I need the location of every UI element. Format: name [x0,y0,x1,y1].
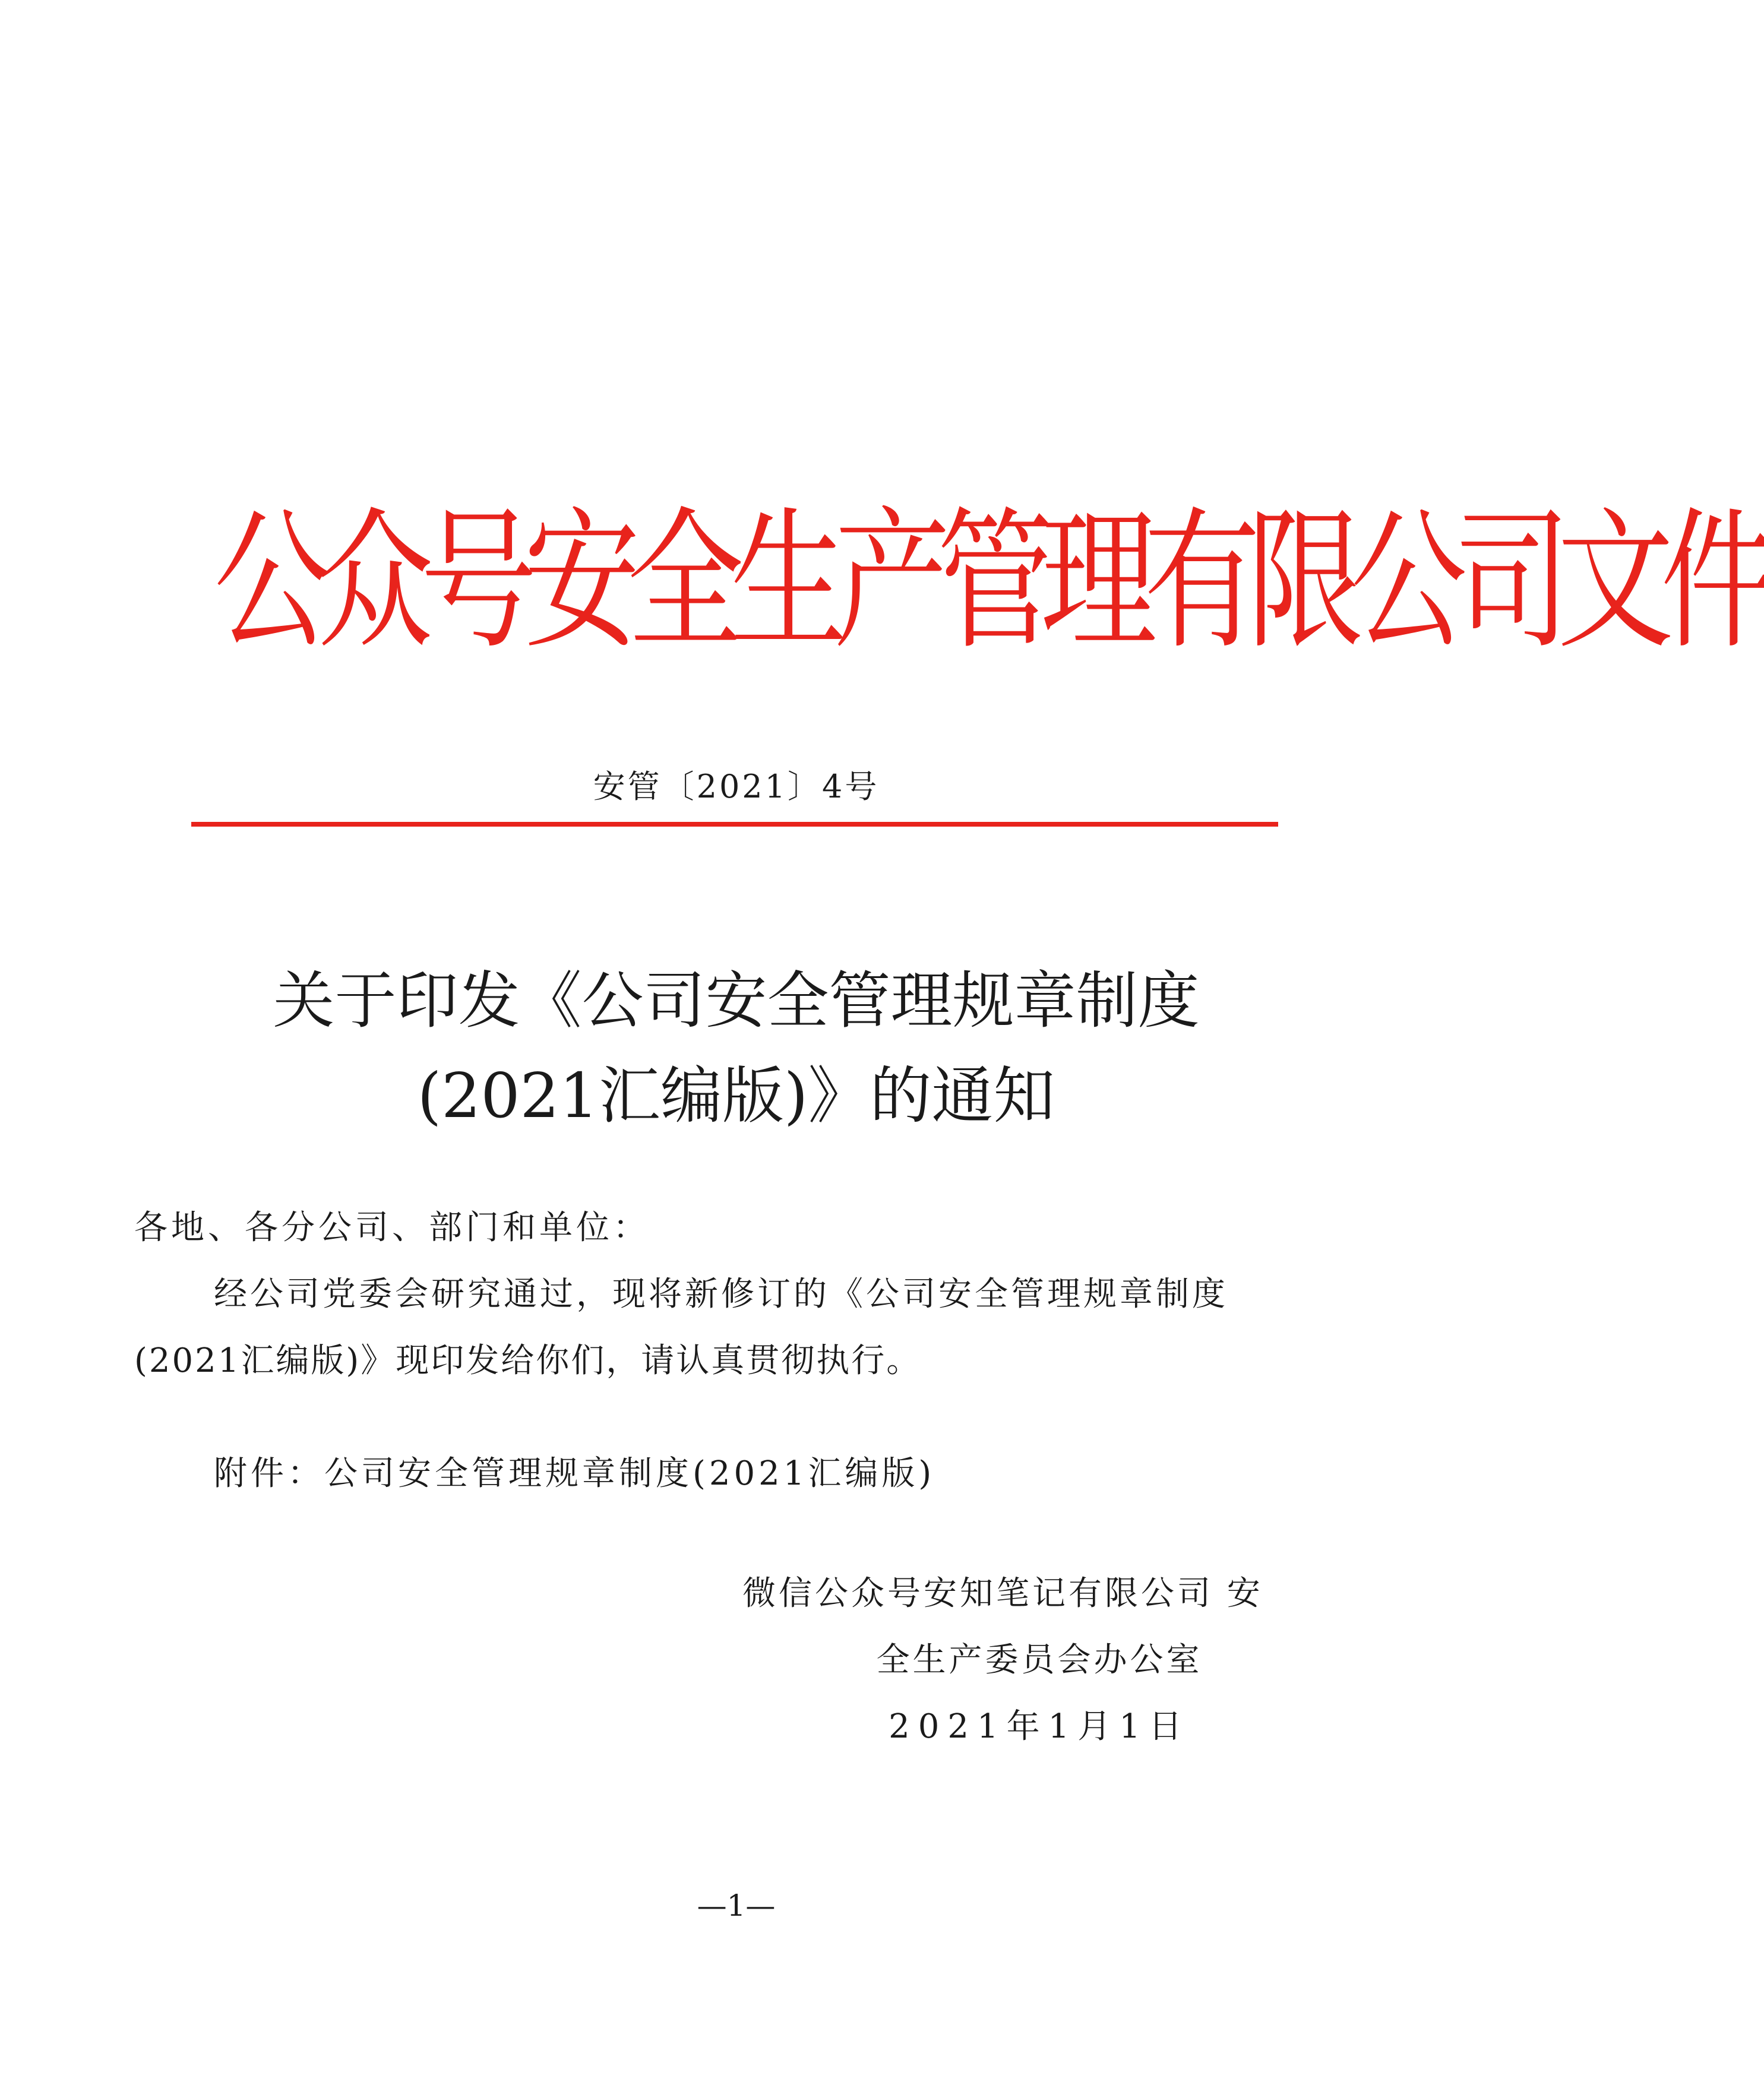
signature-issuer-line-1: 微信公众号安知笔记有限公司 安 [742,1574,1263,1613]
notice-title-line-2: (2021汇编版)》的通知 [417,1059,1055,1132]
notice-title [0,953,1472,1143]
body-paragraph-line-1: 经公司党委会研究通过，现将新修订的《公司安全管理规章制度 [214,1275,1228,1314]
page-number: —1— [697,1888,776,1923]
salutation: 各地、各分公司、部门和单位： [134,1208,650,1247]
attachment-line: 附件：公司安全管理规章制度(2021汇编版) [214,1454,935,1493]
signature-block [742,1561,1336,1760]
red-divider-line [191,822,1278,827]
body-paragraph-line-2: (2021汇编版)》现印发给你们，请认真贯彻执行。 [134,1341,922,1380]
signature-issuer-line-2: 全生产委员会办公室 [876,1641,1203,1679]
document-number: 安管〔2021〕4号 [593,768,880,805]
signature-date: 2021年1月1日 [889,1707,1190,1746]
notice-title-line-1: 关于印发《公司安全管理规章制度 [273,964,1200,1037]
body-paragraph [134,1261,1346,1394]
red-masthead-title: 公众号安全生产管理有限公司文件 [214,493,1764,670]
